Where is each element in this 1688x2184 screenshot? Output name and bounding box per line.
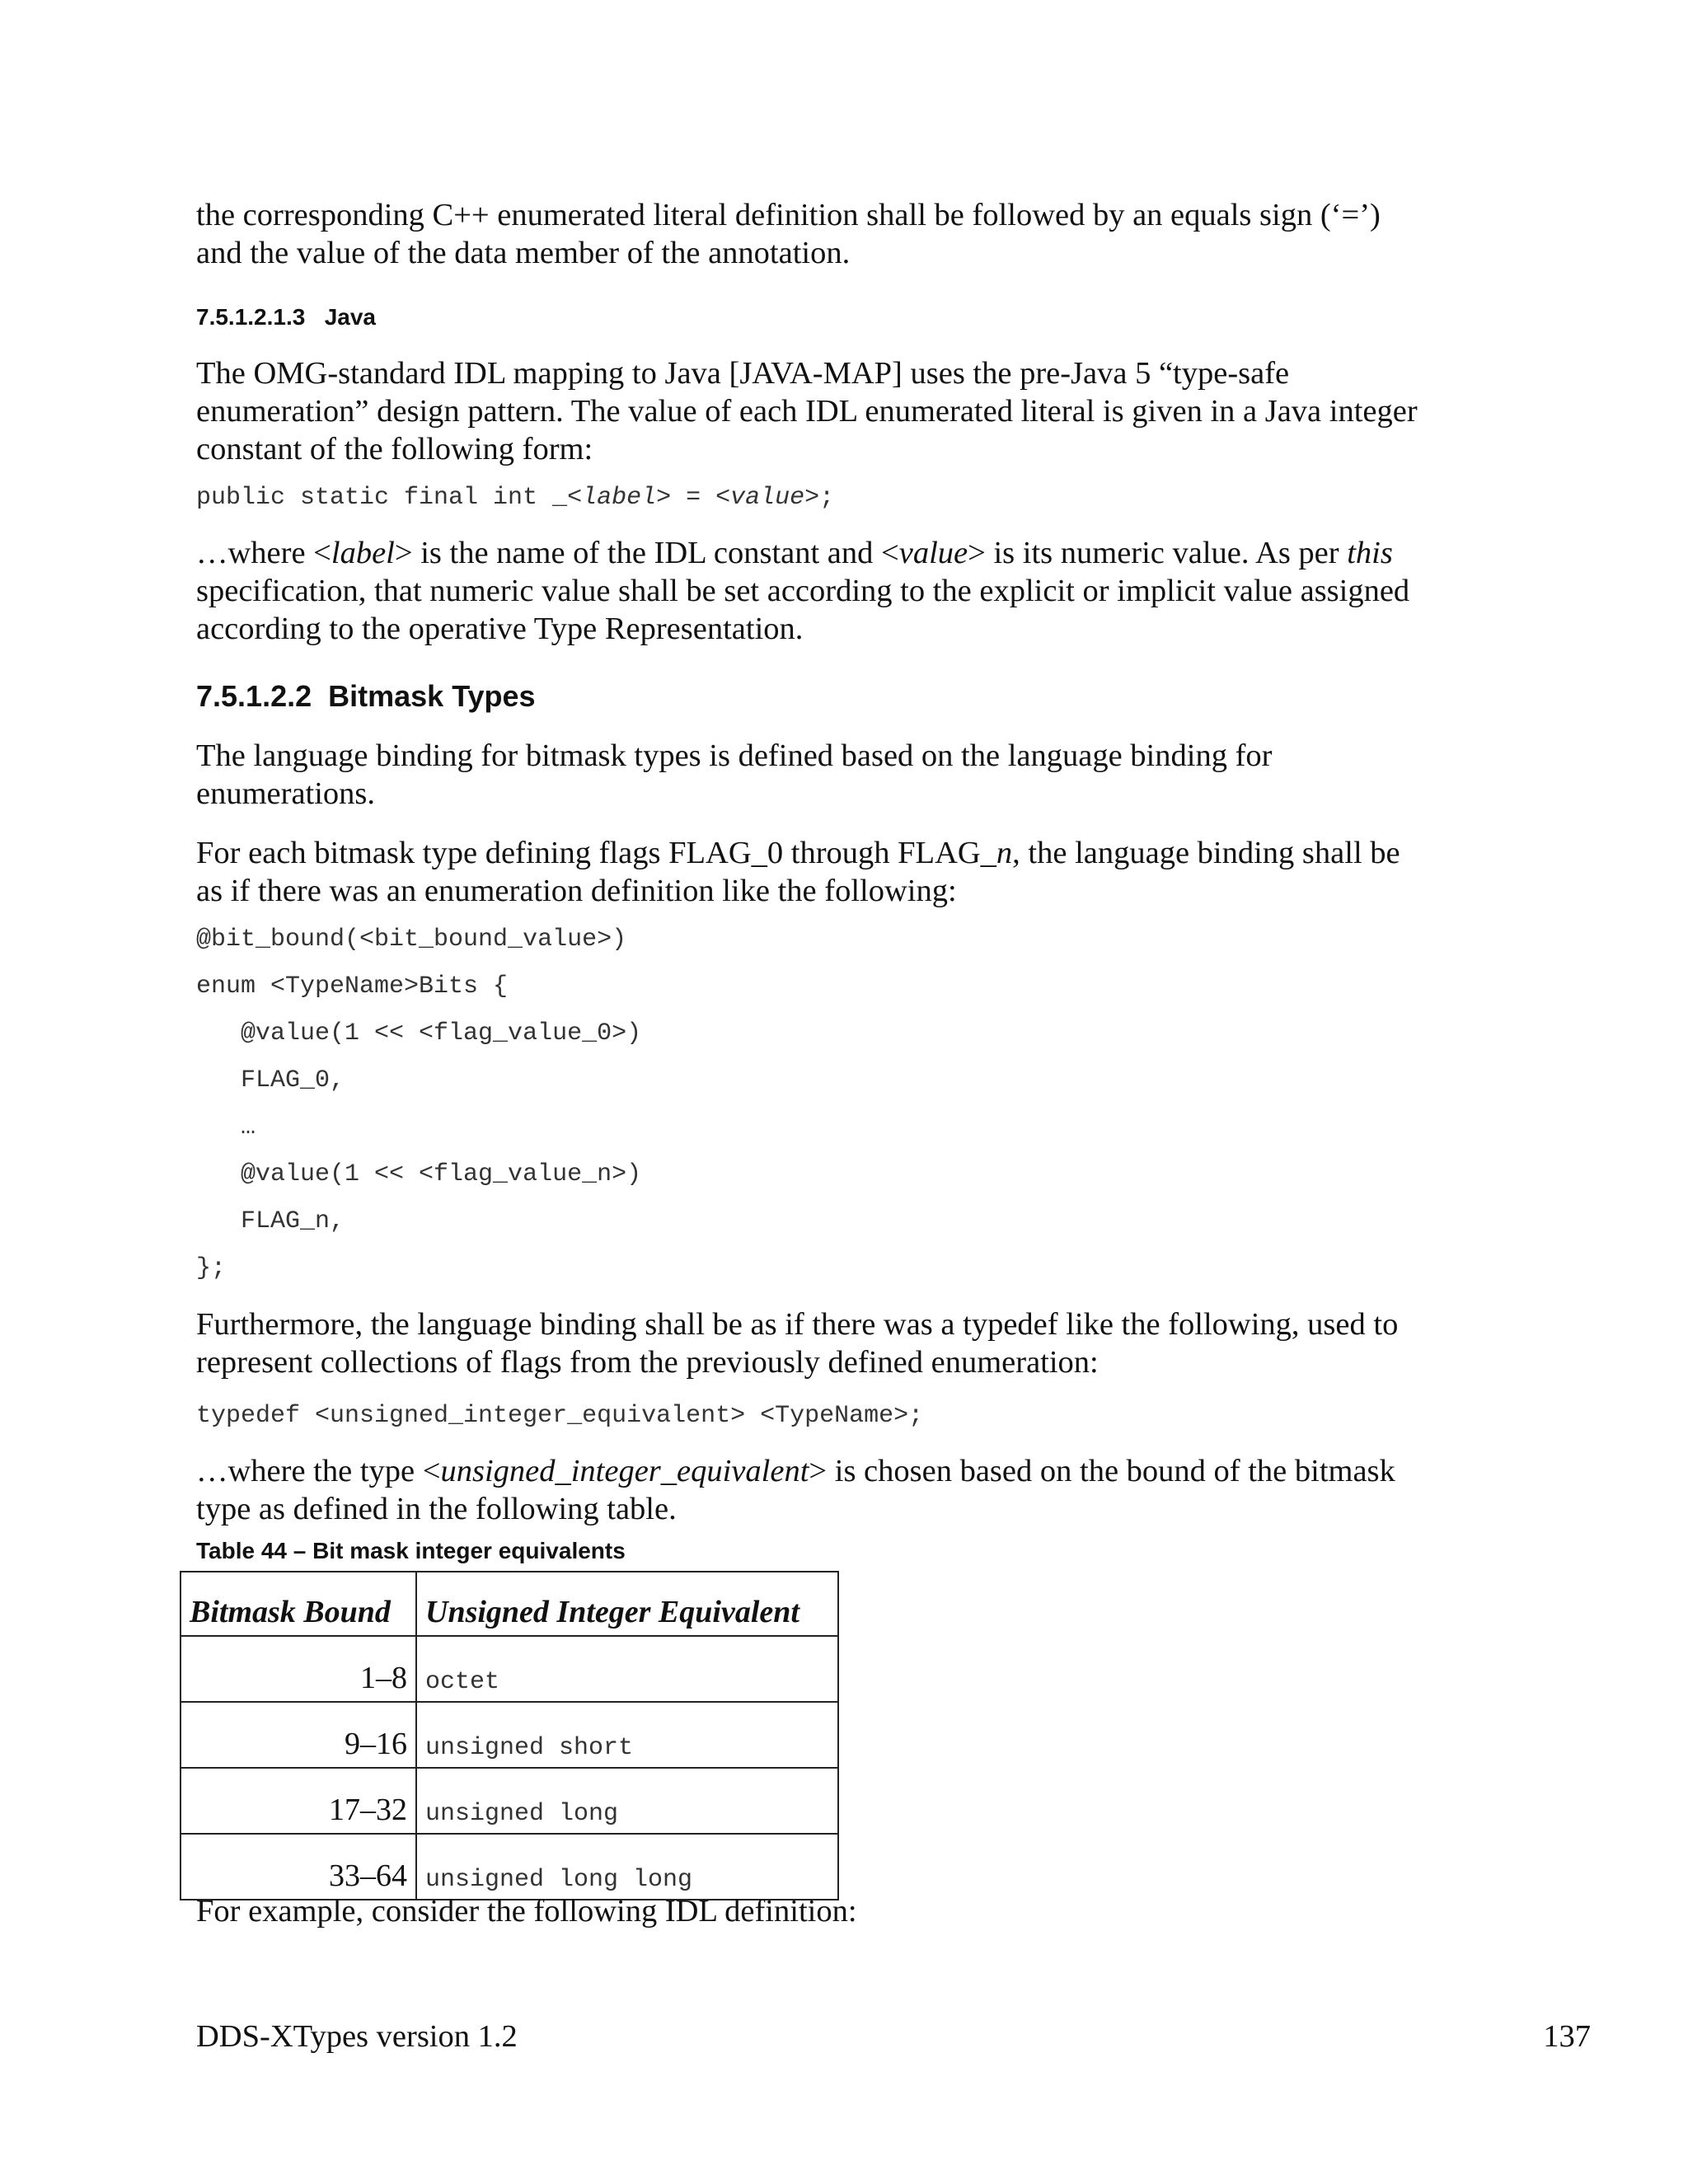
bitmask-paragraph-1: [196, 737, 1498, 813]
furthermore-line-2: represent collections of flags from the previously defined enumeration:: [196, 1345, 1099, 1380]
intro-line-1: the corresponding C++ enumerated literal definition shall be followed by an equals sign (‘=’): [196, 198, 1381, 232]
footer-page-number: 137: [1543, 2019, 1591, 2054]
table-header-cell: Unsigned Integer Equivalent: [416, 1572, 838, 1636]
where-paragraph: [196, 534, 1498, 648]
table-caption-text: Table 44 – Bit mask integer equivalents: [196, 1538, 626, 1563]
bitmask-table: [180, 1571, 839, 1900]
example-line: For example, consider the following IDL definition:: [196, 1894, 857, 1929]
bitmask-p1-line-2: enumerations.: [196, 776, 376, 811]
type-line-2: type as defined in the following table.: [196, 1492, 677, 1526]
code-value: <value>: [715, 484, 820, 512]
bitmask-p1-line-1: The language binding for bitmask types is defined based on the language binding for: [196, 738, 1273, 773]
code-end: ;: [819, 484, 835, 512]
bitmask-p2-text-2: , the language binding shall be: [1012, 836, 1400, 870]
code-line: @value(1 << <flag_value_n>): [196, 1160, 642, 1188]
code-prefix: public static final int _: [196, 484, 568, 512]
bitmask-p2-text-1: For each bitmask type defining flags FLAG_0 through FLAG_: [196, 836, 996, 870]
equivalent-cell: unsigned short: [416, 1702, 838, 1768]
equivalent-cell: octet: [416, 1636, 838, 1702]
footer-document-title: DDS-XTypes version 1.2: [196, 2019, 518, 2054]
furthermore-paragraph: [196, 1305, 1498, 1381]
section-title: Bitmask Types: [328, 679, 536, 713]
equivalent-cell: unsigned long long: [416, 1834, 838, 1900]
section-heading-bitmask: [196, 679, 1498, 714]
section-title: Java: [324, 304, 376, 330]
code-line: enum <TypeName>Bits {: [196, 972, 509, 1001]
java-line-1: The OMG-standard IDL mapping to Java [JAVA-MAP] uses the pre-Java 5 “type-safe: [196, 356, 1290, 391]
where-line-2: specification, that numeric value shall be set according to the explicit or implicit value assigned: [196, 574, 1410, 608]
furthermore-line-1: Furthermore, the language binding shall be as if there was a typedef like the following, used to: [196, 1307, 1399, 1342]
equivalent-cell: unsigned long: [416, 1768, 838, 1834]
bound-cell: 17–32: [181, 1768, 416, 1834]
java-line-2: enumeration” design pattern. The value of each IDL enumerated literal is given in a Java integer: [196, 394, 1418, 429]
bound-cell: 33–64: [181, 1834, 416, 1900]
table-header-row: [181, 1572, 838, 1636]
intro-paragraph: [196, 196, 1498, 272]
where-label: label: [331, 536, 395, 570]
bitmask-p2-n: n: [996, 836, 1013, 870]
intro-line-2: and the value of the data member of the annotation.: [196, 236, 851, 270]
table-row: [181, 1636, 838, 1702]
type-text-2: > is chosen based on the bound of the bitmask: [809, 1454, 1395, 1488]
section-heading-java: [196, 303, 1498, 331]
where-text-3: > is its numeric value. As per: [968, 536, 1348, 570]
java-paragraph: [196, 354, 1498, 468]
code-label: <label>: [567, 484, 672, 512]
table-row: [181, 1768, 838, 1834]
typedef-line: typedef <unsigned_integer_equivalent> <TypeName>;: [196, 1402, 924, 1430]
code-line: };: [196, 1254, 227, 1282]
code-line: @value(1 << <flag_value_0>): [196, 1019, 642, 1047]
type-paragraph: [196, 1452, 1498, 1528]
where-text-2: > is the name of the IDL constant and <: [394, 536, 899, 570]
example-paragraph: [196, 1892, 1498, 1930]
java-code-block: [196, 483, 1498, 513]
type-text-1: …where the type <: [196, 1454, 441, 1488]
bound-cell: 1–8: [181, 1636, 416, 1702]
table-caption: [196, 1538, 626, 1564]
bound-cell: 9–16: [181, 1702, 416, 1768]
code-line: FLAG_n,: [196, 1207, 345, 1235]
typedef-code-block: [196, 1401, 1498, 1431]
enum-code-block: [196, 925, 1498, 1301]
bitmask-paragraph-2: [196, 834, 1498, 910]
where-line-3: according to the operative Type Representation.: [196, 612, 804, 646]
section-number: 7.5.1.2.2: [196, 679, 312, 713]
java-line-3: constant of the following form:: [196, 432, 593, 466]
code-line: …: [196, 1113, 256, 1141]
table-header-cell: Bitmask Bound: [181, 1572, 416, 1636]
where-value: value: [898, 536, 968, 570]
code-line: @bit_bound(<bit_bound_value>): [196, 926, 627, 954]
where-this: this: [1347, 536, 1393, 570]
type-name: unsigned_integer_equivalent: [440, 1454, 809, 1488]
bitmask-p2-line-2: as if there was an enumeration definition like the following:: [196, 874, 957, 908]
code-eq: =: [671, 484, 716, 512]
where-text-1: …where <: [196, 536, 331, 570]
table-row: [181, 1834, 838, 1900]
code-line: FLAG_0,: [196, 1066, 345, 1094]
table-row: [181, 1702, 838, 1768]
section-number: 7.5.1.2.1.3: [196, 304, 306, 330]
